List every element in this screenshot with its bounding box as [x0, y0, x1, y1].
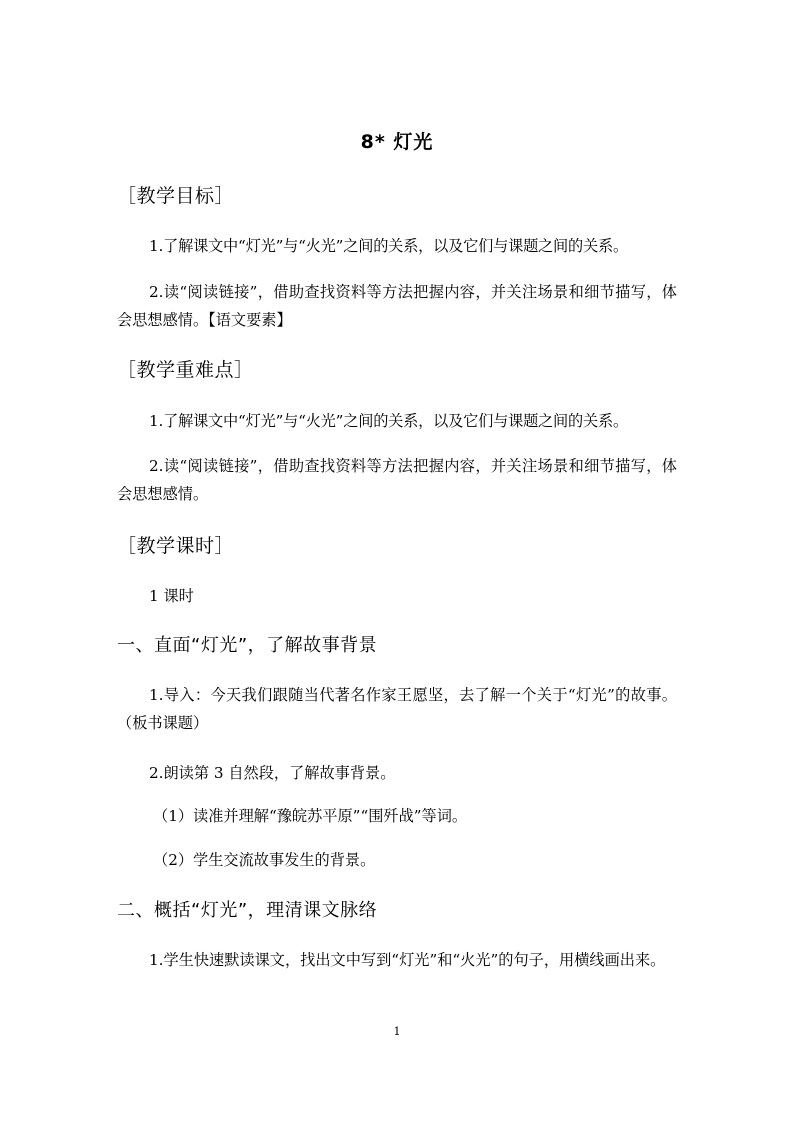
section-2-item-1: 1.学生快速默读课文，找出文中写到“灯光”和“火光”的句子，用横线画出来。: [149, 951, 666, 969]
key-point-item-2: 2.读“阅读链接”，借助查找资料等方法把握内容，并关注场景和细节描写，体会思想感情。: [117, 457, 677, 503]
section-1-item-2: 2.朗读第 3 自然段，了解故事背景。: [149, 764, 396, 782]
objective-item-2: 2.读“阅读链接”，借助查找资料等方法把握内容，并关注场景和细节描写，体会思想感情。【语文要素】: [117, 283, 677, 329]
heading-objectives: ［教学目标］: [117, 185, 235, 207]
objective-item-1: 1.了解课文中“灯光”与“火光”之间的关系，以及它们与课题之间的关系。: [149, 237, 628, 255]
section-2-heading: 二、概括“灯光”，理清课文脉络: [117, 900, 378, 921]
key-point-item-1: 1.了解课文中“灯光”与“火光”之间的关系，以及它们与课题之间的关系。: [149, 412, 628, 430]
heading-key-points: ［教学重难点］: [117, 359, 254, 381]
section-1-item-1: 1.导入：今天我们跟随当代著名作家王愿坚，去了解一个关于“灯光”的故事。（板书课题）: [117, 686, 677, 732]
heading-periods: ［教学课时］: [117, 535, 235, 557]
document-title: 8* 灯光: [360, 131, 434, 153]
section-1-item-3: （1）读准并理解“豫皖苏平原”“围歼战”等词。: [153, 807, 468, 825]
section-1-item-4: （2）学生交流故事发生的背景。: [153, 851, 376, 869]
page-number: 1: [393, 1025, 401, 1038]
periods-text: 1 课时: [149, 587, 194, 605]
section-1-heading: 一、直面“灯光”，了解故事背景: [117, 635, 378, 656]
